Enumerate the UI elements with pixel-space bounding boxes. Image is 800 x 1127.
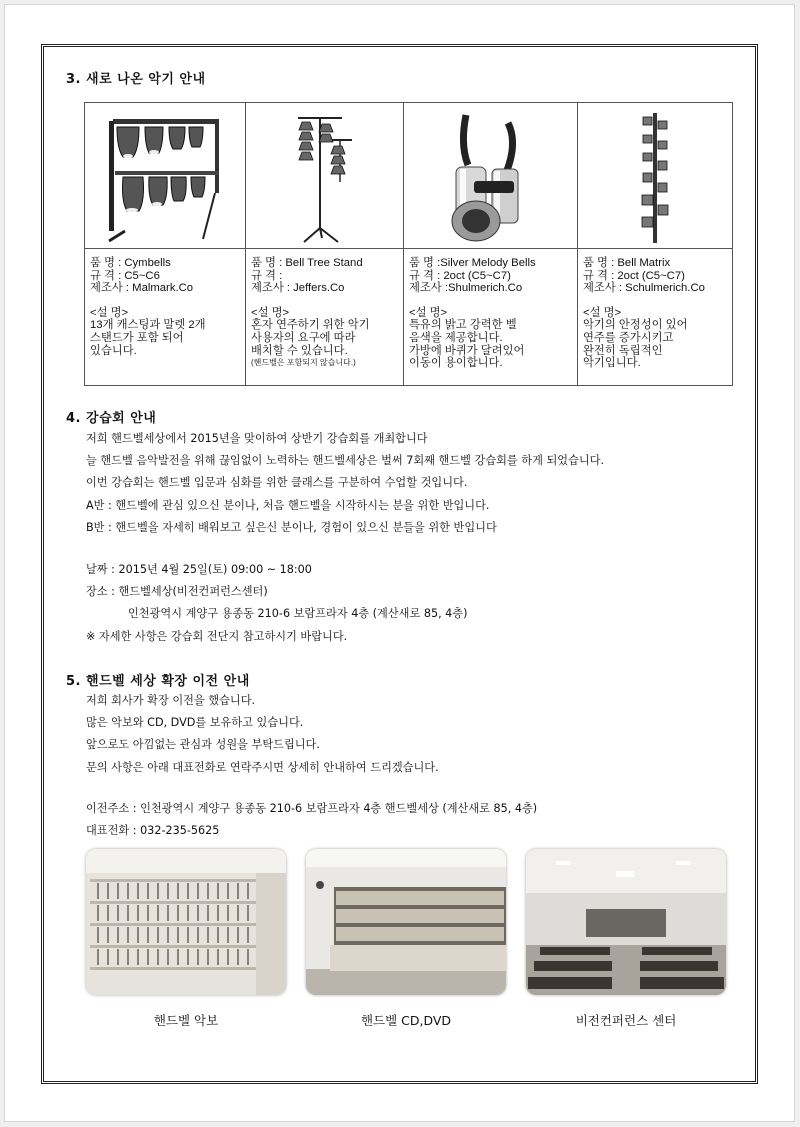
instrument-desc-line: 가방에 바퀴가 달려있어 <box>409 344 525 357</box>
contact-info <box>86 798 537 842</box>
instrument-desc-line: 이동이 용이합니다. <box>409 357 503 370</box>
bell-tree-stand-icon <box>280 110 370 246</box>
section-4-title: 4. 강습회 안내 <box>66 411 157 426</box>
workshop-intro-line: 늘 핸드벨 음악발전을 위해 끊임없이 노력하는 핸드벨세상은 벌써 7회째 핸드벨 강습회를 하게 되었습니다. <box>86 454 605 468</box>
relocation-body <box>86 690 439 779</box>
instrument-desc-line: 혼자 연주하기 위한 악기 <box>251 319 370 332</box>
phone-number: 대표전화 : 032-235-5625 <box>86 824 220 838</box>
document-frame <box>41 44 758 1084</box>
instrument-spec: 규 격 : 2oct (C5~C7) <box>583 269 685 282</box>
cd-dvd-shelves-photo <box>306 849 506 995</box>
instrument-desc-line: 13개 캐스팅과 말렛 2개 <box>90 319 206 332</box>
instrument-info-bell-matrix <box>578 249 733 386</box>
instrument-desc-line: 특유의 밝고 강력한 벨 <box>409 319 517 332</box>
instrument-info-cymbells <box>85 249 246 386</box>
relocation-line: 문의 사항은 아래 대표전화로 연락주시면 상세히 안내하여 드리겠습니다. <box>86 760 439 774</box>
instrument-info-silver-melody-bells <box>404 249 578 386</box>
instrument-desc-heading: <설 명> <box>90 306 129 319</box>
instrument-name: 품 명 : Bell Tree Stand <box>251 257 363 269</box>
instrument-maker: 제조사 : Jeffers.Co <box>251 282 345 295</box>
instrument-maker: 제조사 :Shulmerich.Co <box>409 282 523 295</box>
instrument-desc-heading: <설 명> <box>251 306 290 319</box>
instrument-desc-heading: <설 명> <box>583 306 622 319</box>
instrument-name: 품 명 :Silver Melody Bells <box>409 257 536 269</box>
silver-melody-bells-icon <box>436 109 546 247</box>
cymbells-image-cell <box>85 103 246 249</box>
sheet-music-shelves-photo <box>86 849 286 995</box>
workshop-intro <box>86 428 604 539</box>
instrument-name: 품 명 : Cymbells <box>90 257 171 269</box>
silver-melody-bells-image-cell <box>404 103 578 249</box>
instrument-note: (핸드벨은 포함되지 않습니다.) <box>251 358 356 368</box>
instrument-spec: 규 격 : 2oct (C5~C7) <box>409 269 511 282</box>
instrument-desc-line: 악기의 안정성이 있어 <box>583 319 688 332</box>
workshop-place: 장소 : 핸드벨세상(비전컨퍼런스센터) <box>86 585 268 599</box>
instrument-desc-line: 스탠드가 포함 되어 <box>90 331 184 344</box>
instrument-desc-line: 사용자의 요구에 따라 <box>251 331 356 344</box>
instrument-desc-heading: <설 명> <box>409 306 448 319</box>
class-a-line: A반 : 핸드벨에 관심 있으신 분이나, 처음 핸드벨을 시작하시는 분을 위한 반입니다. <box>86 498 490 512</box>
instrument-desc-line: 배치할 수 있습니다. <box>251 344 348 357</box>
class-b-line: B반 : 핸드벨을 자세히 배워보고 싶은신 분이나, 경험이 있으신 분들을 위한 반입니다 <box>86 520 497 534</box>
instrument-desc-line: 있습니다. <box>90 344 137 357</box>
photo-caption: 비전컨퍼런스 센터 <box>575 1013 677 1028</box>
workshop-intro-line: 이번 강습회는 핸드벨 입문과 심화를 위한 클래스를 구분하여 수업할 것입니다. <box>86 476 468 490</box>
instrument-maker: 제조사 : Schulmerich.Co <box>583 282 705 295</box>
instrument-maker: 제조사 : Malmark.Co <box>90 282 194 295</box>
bell-tree-stand-image-cell <box>246 103 404 249</box>
bell-matrix-image-cell <box>578 103 733 249</box>
section-5-title: 5. 핸드벨 세상 확장 이전 안내 <box>66 674 250 689</box>
instrument-spec: 규 격 : <box>251 269 283 282</box>
instrument-desc-line: 음색을 제공합니다. <box>409 331 503 344</box>
instrument-desc-line: 연주를 증가시키고 <box>583 331 674 344</box>
workshop-date: 날짜 : 2015년 4월 25일(토) 09:00 ~ 18:00 <box>86 563 312 576</box>
workshop-intro-line: 저희 핸드벨세상에서 2015년을 맞이하여 상반기 강습회를 개최합니다 <box>86 432 428 445</box>
instrument-name: 품 명 : Bell Matrix <box>583 257 671 269</box>
instrument-spec: 규 격 : C5~C6 <box>90 269 160 282</box>
cymbells-icon <box>95 109 235 247</box>
photo-caption: 핸드벨 악보 <box>153 1013 219 1028</box>
photo-caption: 핸드벨 CD,DVD <box>360 1013 452 1028</box>
instrument-table <box>84 102 733 386</box>
workshop-details <box>86 559 467 648</box>
new-address: 이전주소 : 인천광역시 계양구 용종동 210-6 보람프라자 4층 핸드벨세상 (계산새로 85, 4층) <box>86 802 538 815</box>
instrument-desc-line: 완전히 독립적인 <box>583 344 663 357</box>
bell-matrix-icon <box>625 109 685 247</box>
conference-hall-photo <box>526 849 726 995</box>
relocation-line: 앞으로도 아낌없는 관심과 성원을 부탁드립니다. <box>86 738 320 752</box>
relocation-line: 저희 회사가 확장 이전을 했습니다. <box>86 694 256 707</box>
workshop-address: 인천광역시 계양구 용종동 210-6 보람프라자 4층 (계산새로 85, 4층) <box>128 607 468 621</box>
workshop-notice: ※ 자세한 사항은 강습회 전단지 참고하시기 바랍니다. <box>86 629 348 643</box>
section-3-title: 3. 새로 나온 악기 안내 <box>66 72 206 87</box>
instrument-desc-line: 악기입니다. <box>583 357 641 370</box>
instrument-info-bell-tree-stand <box>246 249 404 386</box>
photo-strip <box>86 849 718 999</box>
relocation-line: 많은 악보와 CD, DVD를 보유하고 있습니다. <box>86 716 304 730</box>
